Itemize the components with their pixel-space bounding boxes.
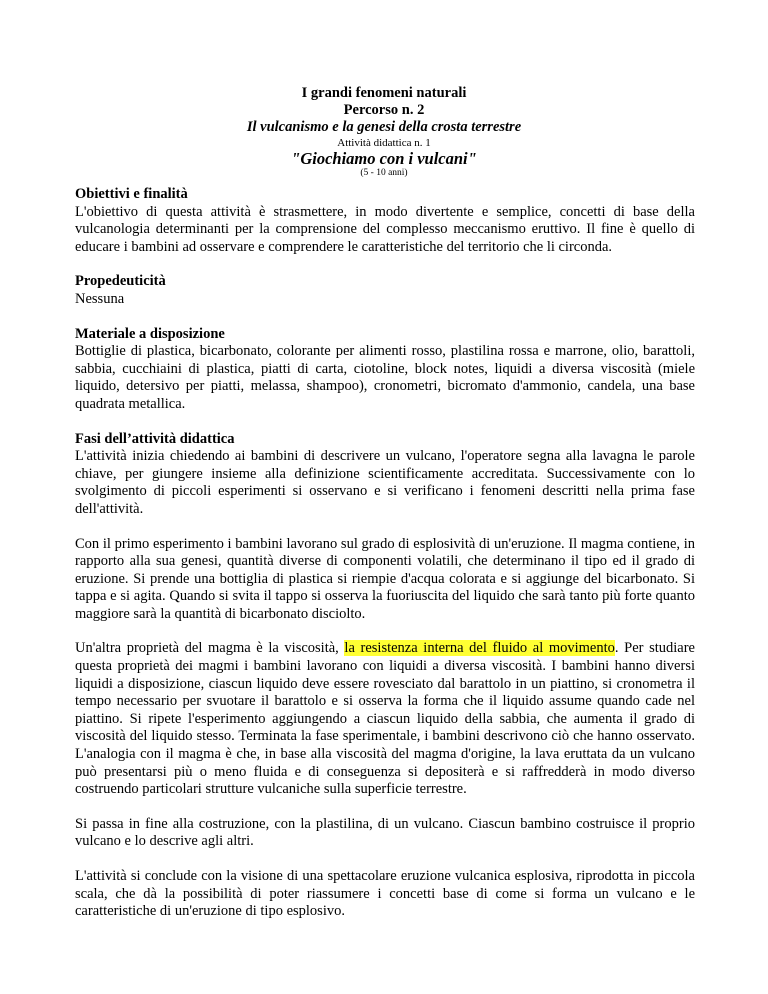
document-header xyxy=(0,85,768,179)
activity-title: "Giochiamo con i vulcani" xyxy=(291,149,477,168)
section-heading: Obiettivi e finalità xyxy=(75,186,188,202)
percorso-subtitle: Il vulcanismo e la genesi della crosta terrestre xyxy=(246,119,522,135)
paragraph-intro: L'attività inizia chiedendo ai bambini di descrivere un vulcano, l'operatore segna alla lavagna le parole chiave, per giungere insieme alla definizione scientificamente accreditata. Successivamente con lo svolgimento di piccoli esperimenti si osservano e si verificano i fenomeni descritti nella prima fase dell'attività. xyxy=(75,448,695,517)
section-propedeuticita xyxy=(75,273,695,308)
section-obiettivi xyxy=(75,186,695,256)
section-text: Bottiglie di plastica, bicarbonato, colorante per alimenti rosso, plastilina rossa e marrone, olio, barattoli, sabbia, cucchiaini di plastica, piatti di carta, ciotoline, block notes, liquidi a diversa viscosità (miele liquido, detersivo per piatti, melassa, shampoo), cronometri, bicromato d'ammonio, candela, una base quadrata metallica. xyxy=(75,343,695,412)
text-run: Un'altra proprietà del magma è la viscosità, xyxy=(75,640,345,657)
age-range: (5 - 10 anni) xyxy=(360,168,408,178)
document-body xyxy=(75,186,695,921)
percorso-label: Percorso n. 2 xyxy=(343,102,425,118)
section-text: Nessuna xyxy=(75,290,125,307)
main-title: I grandi fenomeni naturali xyxy=(301,85,467,101)
activity-number: Attività didattica n. 1 xyxy=(337,137,431,149)
section-text: L'obiettivo di questa attività è strasmettere, in modo divertente e semplice, concetti di base della vulcanologia determinanti per la comprensione del complesso meccanismo eruttivo. Il fine è quello di educare i bambini ad osservare e comprendere le caratteristiche del territorio che li circonda. xyxy=(75,203,695,255)
paragraph-conclusion: L'attività si conclude con la visione di una spettacolare eruzione vulcanica esplosiva, riprodotta in piccola scala, che dà la possibilità di poter riassumere i concetti base di come si forma un vulcano e le caratteristiche di un'eruzione di tipo esplosivo. xyxy=(75,868,695,920)
paragraph-viscosity xyxy=(75,640,695,798)
text-run: . Per studiare questa proprietà dei magmi i bambini lavorano con liquidi a diversa viscosità. I bambini hanno diversi liquidi a disposizione, ciascun liquido deve essere rovesciato dal barattolo in un piattino, si cronometra il tempo necessario per svuotare il barattolo e si osserva la forma che il liquido assume quando cade nel piattino. Si ripete l'esperimento aggiungendo a ciascun liquido della sabbia, che aumenta il grado di viscosità del liquido stesso. Terminata la fase sperimentale, i bambini descrivono ciò che hanno osservato. L'analogia con il magma è che, in base alla viscosità del magma d'origine, la lava eruttata da un vulcano può presentarsi più o meno fluida e di conseguenza si depositerà e si raffredderà in modo diverso costruendo particolari strutture vulcaniche sulla superficie terrestre. xyxy=(75,640,695,798)
section-heading: Fasi dell’attività didattica xyxy=(75,430,235,447)
paragraph-experiment-1: Con il primo esperimento i bambini lavorano sul grado di esplosività di un'eruzione. Il magma contiene, in rapporto alla sua genesi, quantità diverse di componenti volatili, che determinano il tipo ed il grado di eruzione. Si prende una bottiglia di plastica si riempie d'acqua colorata e si aggiunge del bicarbonato. Si tappa e si agita. Quando si svita il tappo si osserva la fuoriuscita del liquido che sarà tanto più forte quanto maggiore sarà la quantità di bicarbonato disciolto. xyxy=(75,535,695,622)
section-materiale xyxy=(75,326,695,414)
section-heading: Materiale a disposizione xyxy=(75,325,225,342)
highlighted-text: la resistenza interna del fluido al movimento xyxy=(344,640,615,657)
section-heading: Propedeuticità xyxy=(75,273,166,290)
paragraph-construction: Si passa in fine alla costruzione, con la plastilina, di un vulcano. Ciascun bambino costruisce il proprio vulcano e lo descrive agli altri. xyxy=(75,815,695,850)
section-fasi xyxy=(75,431,695,921)
